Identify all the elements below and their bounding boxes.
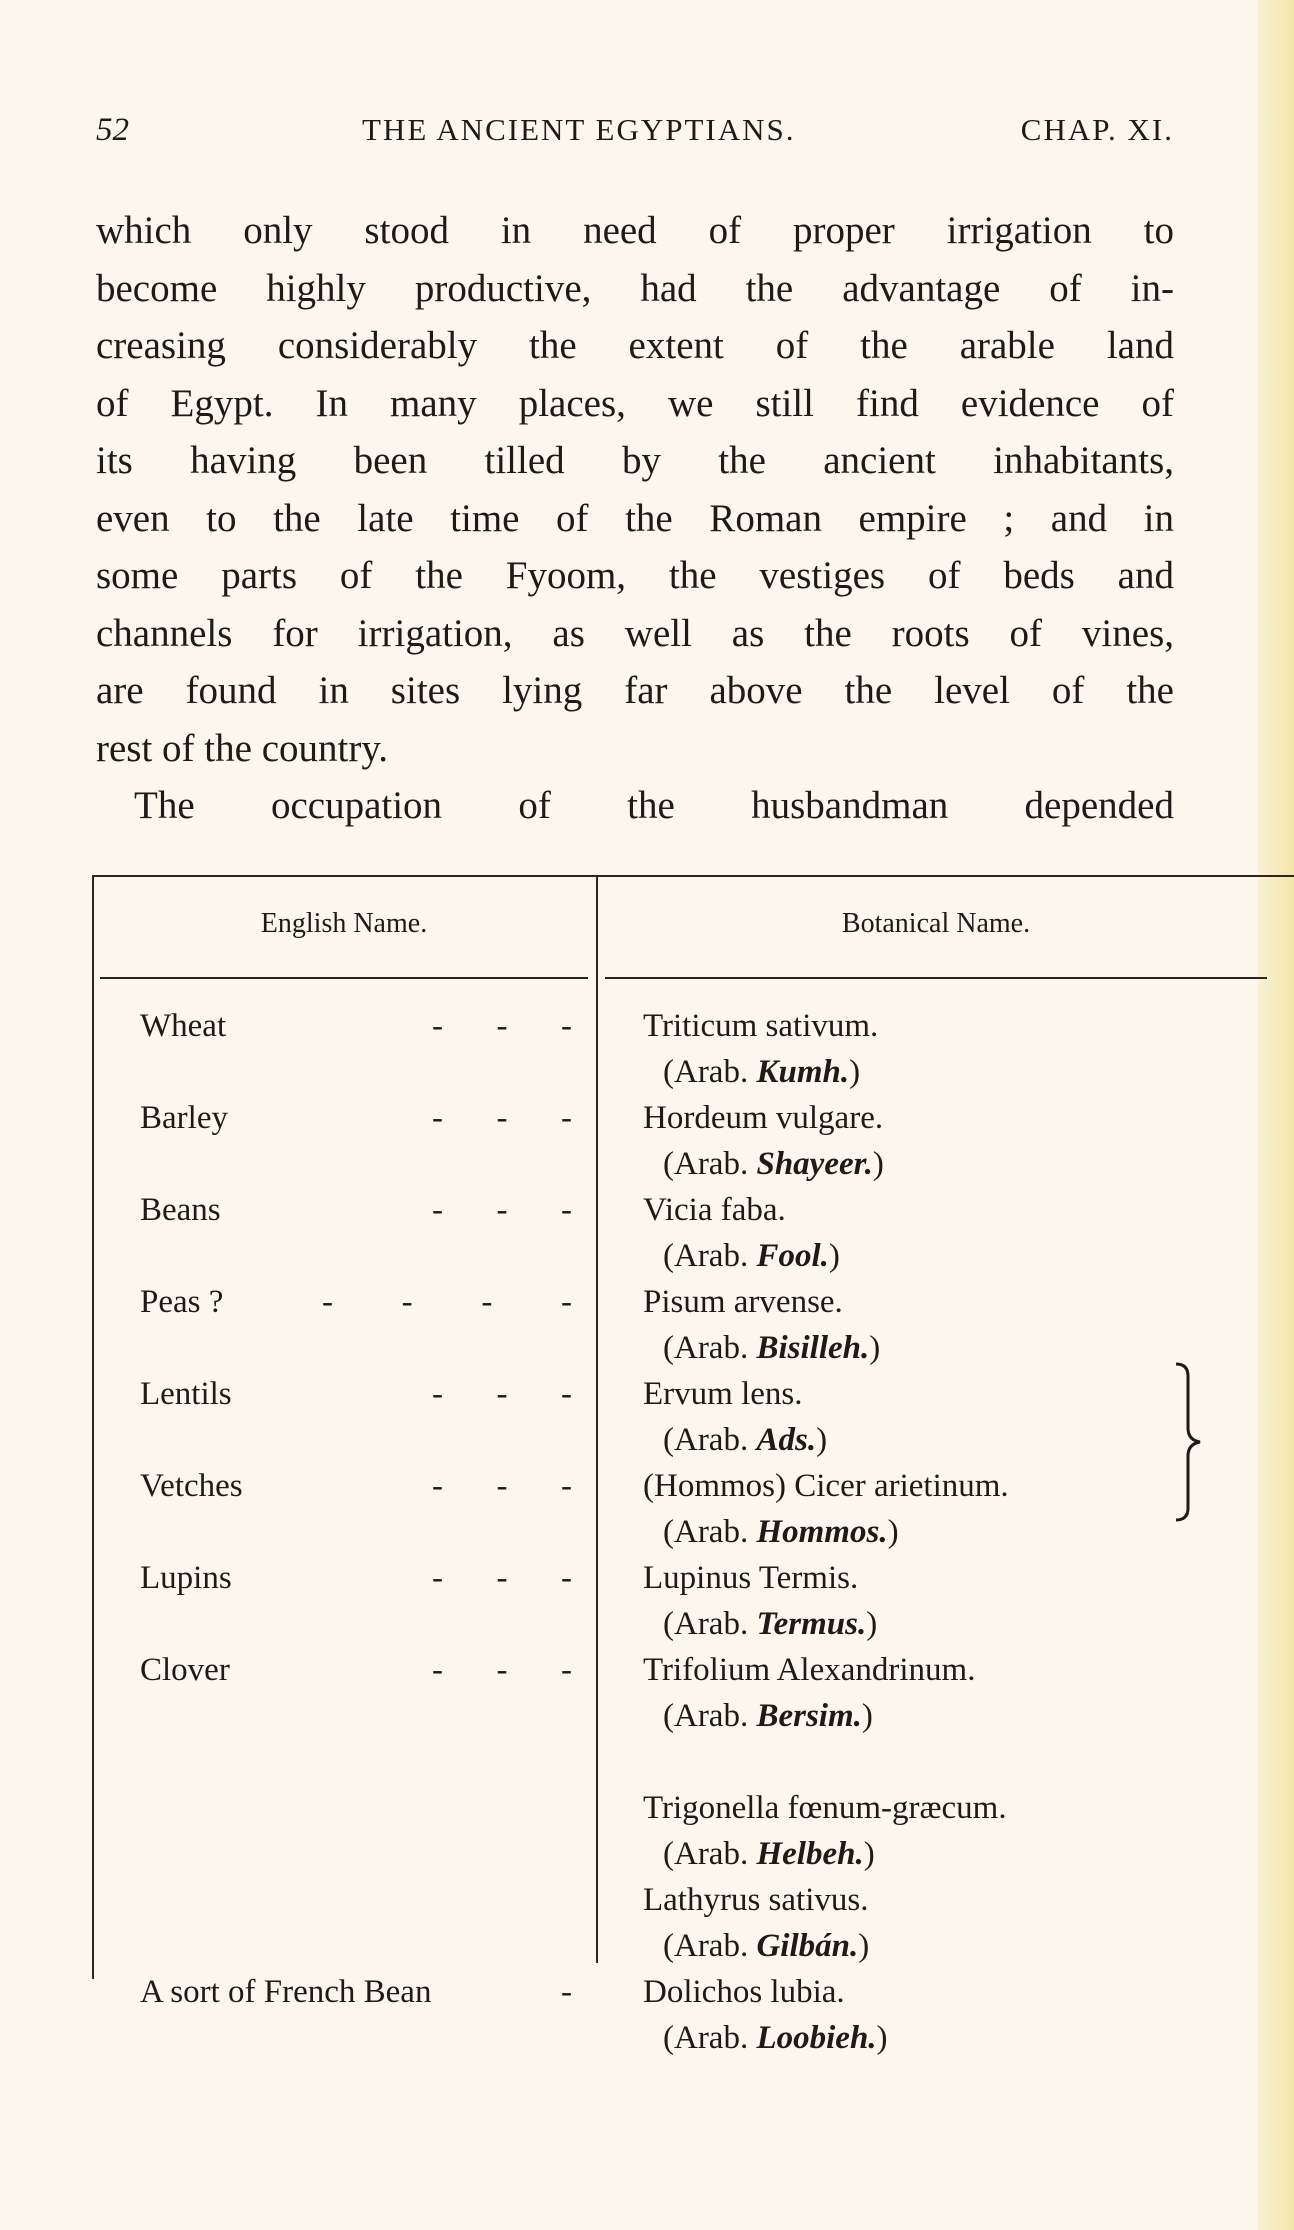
english-name-header: English Name.	[260, 908, 428, 939]
botanical-name: Trifolium Alexandrinum.	[643, 1652, 976, 1688]
body-paragraph	[96, 202, 1174, 835]
arabic-name: (Arab. Shayeer.)	[663, 1146, 884, 1182]
text-line: are found in sites lying far above the level of the	[96, 669, 1174, 712]
text-line: rest of the country.	[96, 726, 389, 770]
botanical-name: Pisum arvense.	[643, 1284, 843, 1320]
english-name: Lentils	[140, 1376, 232, 1412]
leader-dashes: - - -	[432, 1468, 572, 1504]
table-row	[140, 1647, 580, 1785]
botanical-entry	[643, 1187, 1203, 1279]
text-line: even to the late time of the Roman empire ; and in	[96, 496, 1174, 540]
english-name-column	[140, 1003, 580, 2061]
arabic-name: (Arab. Gilbán.)	[663, 1928, 870, 1964]
text-line: some parts of the Fyoom, the vestiges of beds and	[96, 554, 1174, 597]
leader-dashes: - - -	[432, 1376, 572, 1412]
text-line: channels for irrigation, as well as the roots of vines,	[96, 611, 1174, 655]
english-name: Vetches	[140, 1468, 243, 1504]
botanical-entry	[643, 1877, 1203, 1969]
leader-dashes: - - -	[432, 1652, 572, 1688]
botanical-entry	[643, 1003, 1203, 1095]
english-name: Clover	[140, 1652, 230, 1688]
table-header-rule-left	[100, 977, 588, 979]
botanical-name: Lupinus Termis.	[643, 1560, 859, 1596]
table-row	[140, 1463, 580, 1555]
text-line: become highly productive, had the advantage of in-	[96, 266, 1174, 310]
leader-dashes: - - -	[432, 1008, 572, 1044]
page-number: 52	[96, 112, 129, 148]
english-name: Beans	[140, 1192, 221, 1228]
english-name: Peas ?	[140, 1284, 224, 1320]
text-line: creasing considerably the extent of the arable land	[96, 324, 1174, 367]
grouping-brace	[1174, 1362, 1206, 1522]
botanical-entry	[643, 1647, 1203, 1785]
table-top-rule	[93, 875, 1294, 877]
table-row	[140, 1877, 580, 1969]
text-line-indented: The occupation of the husbandman depended	[134, 784, 1174, 827]
botanical-name: Trigonella fœnum-græcum.	[643, 1790, 1007, 1826]
arabic-name: (Arab. Fool.)	[663, 1238, 840, 1274]
text-line: its having been tilled by the ancient inhabitants,	[96, 439, 1174, 482]
botanical-name: Vicia faba.	[643, 1192, 786, 1228]
table-column-divider	[596, 875, 598, 1963]
running-head	[96, 112, 1174, 162]
english-name-with-dash: A sort of French Bean -	[140, 1974, 572, 2010]
botanical-entry	[643, 1969, 1203, 2061]
arabic-name: (Arab. Bisilleh.)	[663, 1330, 881, 1366]
botanical-name: Ervum lens.	[643, 1376, 803, 1412]
botanical-name: (Hommos) Cicer arietinum.	[643, 1468, 1009, 1504]
botanical-name: Hordeum vulgare.	[643, 1100, 884, 1136]
table-left-rule	[92, 875, 94, 1979]
botanical-name: Lathyrus sativus.	[643, 1882, 869, 1918]
table-row	[140, 1371, 580, 1463]
table-row	[140, 1003, 580, 1095]
table-row	[140, 1785, 580, 1877]
leader-dashes: - - -	[432, 1560, 572, 1596]
table-header-rule-right	[605, 977, 1267, 979]
arabic-name: (Arab. Loobieh.)	[663, 2020, 888, 2056]
table-row	[140, 1279, 580, 1371]
arabic-name: (Arab. Bersim.)	[663, 1698, 873, 1734]
table-row	[140, 1095, 580, 1187]
arabic-name: (Arab. Helbeh.)	[663, 1836, 875, 1872]
leader-dashes: - - -	[432, 1192, 572, 1228]
arabic-name: (Arab. Kumh.)	[663, 1054, 861, 1090]
english-name: Barley	[140, 1100, 228, 1136]
botanical-entry	[643, 1463, 1203, 1555]
page-edge	[1258, 0, 1294, 2230]
botanical-entry	[643, 1555, 1203, 1647]
english-name: Wheat	[140, 1008, 227, 1044]
table-row	[140, 1969, 580, 2061]
chapter-label: CHAP. XI.	[1020, 112, 1174, 147]
text-line: of Egypt. In many places, we still find evidence of	[96, 381, 1174, 425]
leader-dashes: - - -	[432, 1100, 572, 1136]
text-line: which only stood in need of proper irrigation to	[96, 209, 1174, 252]
arabic-name: (Arab. Ads.)	[663, 1422, 828, 1458]
arabic-name: (Arab. Hommos.)	[663, 1514, 899, 1550]
table-row	[140, 1555, 580, 1647]
botanical-name: Triticum sativum.	[643, 1008, 879, 1044]
botanical-name-header: Botanical Name.	[841, 908, 1031, 939]
botanical-name: Dolichos lubia.	[643, 1974, 845, 2010]
table-row	[140, 1187, 580, 1279]
botanical-entry	[643, 1785, 1203, 1877]
botanical-name-column	[643, 1003, 1203, 2061]
botanical-entry	[643, 1371, 1203, 1463]
botanical-entry	[643, 1095, 1203, 1187]
arabic-name: (Arab. Termus.)	[663, 1606, 878, 1642]
english-name: Lupins	[140, 1560, 232, 1596]
book-title: THE ANCIENT EGYPTIANS.	[362, 112, 796, 147]
botanical-entry	[643, 1279, 1203, 1371]
leader-dashes: - - - -	[322, 1284, 572, 1320]
